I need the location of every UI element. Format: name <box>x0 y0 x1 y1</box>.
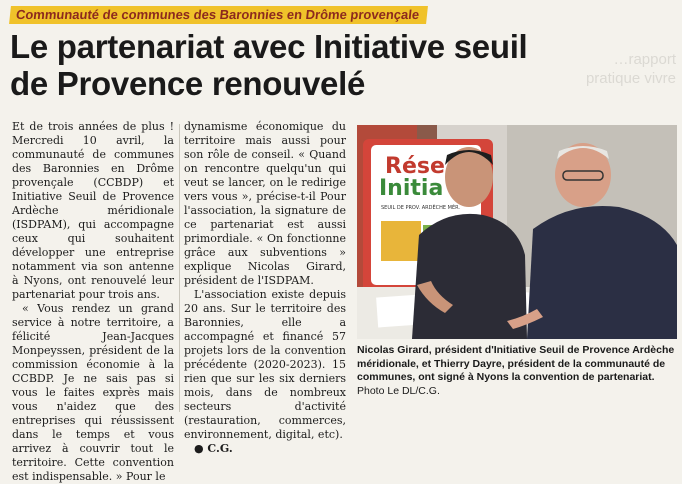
headline <box>10 28 570 102</box>
photo-illustration <box>357 125 677 339</box>
section-kicker: Communauté de communes des Baronnies en Drôme provençale <box>9 6 428 24</box>
headline-line-2: de Provence renouvelé <box>10 65 366 102</box>
author-signature: ● C.G. <box>194 442 233 455</box>
article-photo <box>357 125 677 339</box>
paragraph: dynamisme économique du territoire mais aussi pour son rôle de conseil. « Quand on rencontre quelqu'un qui veut se lancer, on le redirige vers vous », précise-t-il Pour l'association, la signature de ce partenariat est aussi primordiale. « On fonctionne grâce aux subventions » explique Nicolas Girard, président de l'ISDPAM. <box>184 120 346 287</box>
banner-title-2: Initia <box>379 176 444 201</box>
banner-title-1: Rése <box>385 154 445 179</box>
paragraph: L'association existe depuis 20 ans. Sur le territoire des Baronnies, elle a accompagné et financé 57 projets lors de la convention précédente (2020-2023). 15 rien que sur les six derniers mois, dans de nombreux secteurs d'activité (restauration, commerces, environnement, digital, etc). <box>184 288 346 441</box>
headline-line-1: Le partenariat avec Initiative seuil <box>10 28 528 65</box>
caption-text: Nicolas Girard, président d'Initiative Seuil de Provence Ardèche méridionale, et Thierry Dayre, président de la communauté de communes, ont signé à Nyons la convention de partenariat. <box>357 344 675 383</box>
article-column-2 <box>184 120 346 456</box>
photo-credit: Photo Le DL/C.G. <box>357 384 440 397</box>
article-column-1 <box>12 120 174 484</box>
banner-subtitle: SEUIL DE PROV. ARDÈCHE MÉR. <box>381 205 460 211</box>
photo-caption <box>357 344 679 398</box>
column-divider <box>179 124 180 412</box>
paragraph: « Vous rendez un grand service à notre territoire, a félicité Jean-Jacques Monpeyssen, président de la commission économie à la CCBDP. Je ne sais pas si vous le faites exprès mais vous n'aidez que des entreprises qui réussissent dans le temps et vous arrivez à couvrir tout le territoire. Cette convention est indispensable. » Pour le <box>12 302 174 483</box>
bleed-through-text: …rapport pratique vivre <box>585 51 676 87</box>
paragraph: Et de trois années de plus ! Mercredi 10 avril, la communauté de communes des Baronnies en Drôme provençale (CCBDP) et Initiative Seuil de Provence Ardèche méridionale (ISDPAM), qui accompagne ceux qui souhaitent développer une entreprise notamment via son antenne à Nyons, ont renouvelé leur partenariat pour trois ans. <box>12 120 174 301</box>
